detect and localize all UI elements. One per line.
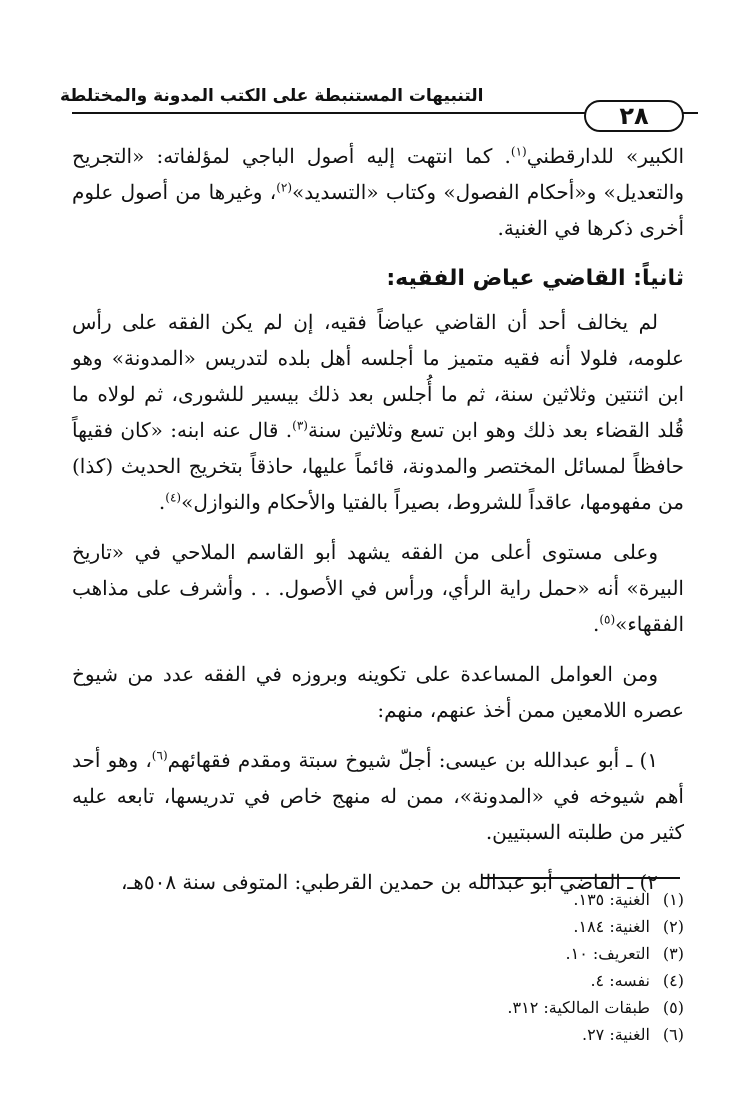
- paragraph-faqih: [72, 304, 684, 520]
- footnotes-list: [300, 886, 684, 1048]
- list-item: ٢) ـ القاضي أبو عبدالله بن حمدين القرطبي: المتوفى سنة ٥٠٨هـ،: [120, 870, 658, 894]
- text-run: . كما انتهت إليه أصول الباجي لمؤلفاته: «التجريح والتعديل» و«أحكام الفصول» وكتاب «التسديد»: [72, 144, 684, 204]
- footnote-ref: (٣): [292, 418, 308, 433]
- footnote-ref: (٦): [151, 748, 168, 763]
- intro-paragraph: [72, 138, 684, 246]
- footnote-ref: (١): [510, 144, 527, 159]
- footnote-ref: (٢): [276, 180, 293, 195]
- running-header-title: التنبيهات المستنبطة على الكتب المدونة والمختلطة: [60, 86, 484, 106]
- text-run: ، وهو أحد أهم شيوخه في «المدونة»، ممن له منهج خاص في تدريسها، تابعه عليه كثير من طلبته السبتيين.: [72, 748, 684, 844]
- footnote-text: التعريف: ١٠.: [565, 944, 650, 963]
- footnote-item: [300, 886, 684, 913]
- footnote-number: (٤): [662, 971, 684, 990]
- text-run: لم يخالف أحد أن القاضي عياضاً فقيه، إن لم يكن الفقه على رأس علومه، فلولا أنه فقيه متميز ما أجلسه أهل بلده لتدريس «المدونة» وهو ابن اثنتين وثلاثين سنة، ثم ما أُجلس بعد ذلك بيسير للشورى، ثم لولاه ما قُلد القضاء بعد ذلك وهو ابن تسع وثلاثين سنة: [72, 310, 684, 442]
- paragraph-mallahi: [72, 534, 684, 642]
- footnote-item: [300, 1021, 684, 1048]
- footnote-number: (٥): [662, 998, 684, 1017]
- text-run: .: [158, 490, 166, 514]
- page-number: ٢٨: [584, 100, 684, 132]
- text-run: وعلى مستوى أعلى من الفقه يشهد أبو القاسم الملاحي في «تاريخ البيرة» أنه «حمل راية الرأي، ورأس في الأصول. . . وأشرف على مذاهب الفقهاء»: [72, 540, 684, 636]
- footnote-number: (٣): [662, 944, 684, 963]
- footnote-item: [300, 913, 684, 940]
- footnote-number: (٦): [662, 1025, 684, 1044]
- footnote-text: نفسه: ٤.: [590, 971, 650, 990]
- footnote-number: (٢): [662, 917, 684, 936]
- text-run: .: [592, 612, 600, 636]
- footnote-item: [300, 940, 684, 967]
- text-run: ، وغيرها من أصول علوم أخرى ذكرها في الغنية.: [72, 180, 684, 240]
- main-text: [72, 138, 684, 914]
- paragraph-teachers-intro: ومن العوامل المساعدة على تكوينه وبروزه في الفقه عدد من شيوخ عصره اللامعين ممن أخذ عنهم، منهم:: [72, 662, 684, 722]
- footnote-item: [300, 994, 684, 1021]
- footnote-item: [300, 967, 684, 994]
- text-run: . قال عنه ابنه: «كان فقيهاً حافظاً لمسائل المختصر والمدونة، قائماً عليها، حاذقاً بتخريج الحديث (كذا) من مفهومها، عاقداً للشروط، بصيراً بالفتيا والأحكام والنوازل»: [72, 418, 684, 514]
- footnote-ref: (٤): [165, 490, 182, 505]
- section-heading: ثانياً: القاضي عياض الفقيه:: [386, 266, 684, 291]
- footnote-rule: [482, 877, 680, 879]
- text-run: الكبير» للدارقطني: [526, 144, 685, 168]
- text-run: ١) ـ أبو عبدالله بن عيسى: أجلّ شيوخ سبتة ومقدم فقهائهم: [167, 748, 658, 772]
- list-item: [72, 742, 684, 850]
- footnote-number: (١): [662, 890, 684, 909]
- footnote-text: الغنية: ١٣٥.: [573, 890, 650, 909]
- footnote-ref: (٥): [599, 612, 616, 627]
- footnote-text: الغنية: ٢٧.: [581, 1025, 650, 1044]
- footnote-text: طبقات المالكية: ٣١٢.: [507, 998, 650, 1017]
- footnote-text: الغنية: ١٨٤.: [573, 917, 650, 936]
